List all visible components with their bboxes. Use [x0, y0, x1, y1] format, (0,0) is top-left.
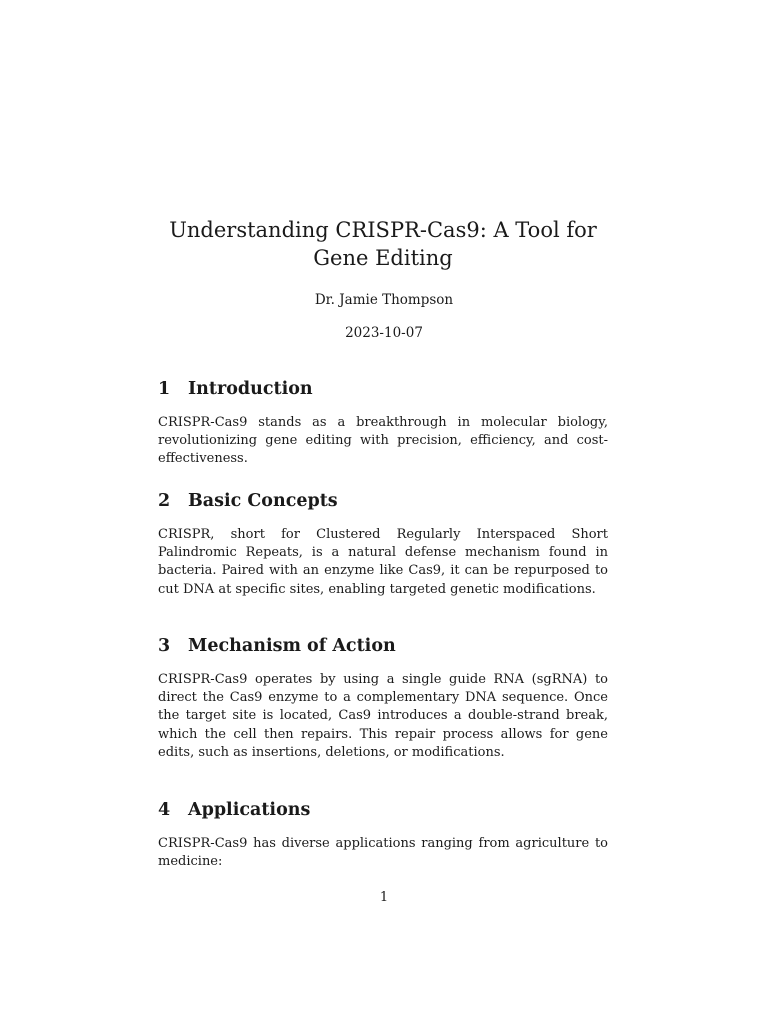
- section-title: Basic Concepts: [188, 491, 338, 511]
- page-number: 1: [379, 890, 389, 905]
- section-basic-concepts: [158, 490, 608, 599]
- section-heading: [158, 799, 608, 821]
- section-number: 2: [158, 491, 171, 511]
- paper-author: Dr. Jamie Thompson: [314, 292, 454, 308]
- section-title: Introduction: [188, 379, 313, 399]
- section-title: Applications: [188, 800, 311, 820]
- section-number: 1: [158, 379, 171, 399]
- section-number: 4: [158, 800, 171, 820]
- section-introduction: [158, 378, 608, 469]
- section-heading: [158, 378, 608, 400]
- section-title: Mechanism of Action: [188, 636, 396, 656]
- paper-date: 2023-10-07: [345, 325, 423, 341]
- section-mechanism-of-action: [158, 635, 608, 762]
- section-body: CRISPR-Cas9 operates by using a single guide RNA (sgRNA) to direct the Cas9 enzyme to a complementary DNA sequence. Once the target site is located, Cas9 introduces a double-strand break, which the cell then repairs. This repair process allows for gene edits, such as insertions, deletions, or modifications.: [158, 672, 608, 760]
- paper-title: Understanding CRISPR-Cas9: A Tool for Gene Editing: [169, 218, 597, 270]
- section-body: CRISPR-Cas9 has diverse applications ranging from agriculture to medicine:: [158, 836, 608, 870]
- section-heading: [158, 490, 608, 512]
- section-heading: [158, 635, 608, 657]
- section-applications: [158, 799, 608, 871]
- section-body: CRISPR, short for Clustered Regularly Interspaced Short Palindromic Repeats, is a natural defense mechanism found in bacteria. Paired with an enzyme like Cas9, it can be repurposed to cut DNA at specific sites, enabling targeted genetic modifications.: [158, 527, 608, 597]
- section-body: CRISPR-Cas9 stands as a breakthrough in molecular biology, revolutionizing gene editing with precision, efficiency, and cost-effectiveness.: [158, 415, 608, 467]
- section-number: 3: [158, 636, 171, 656]
